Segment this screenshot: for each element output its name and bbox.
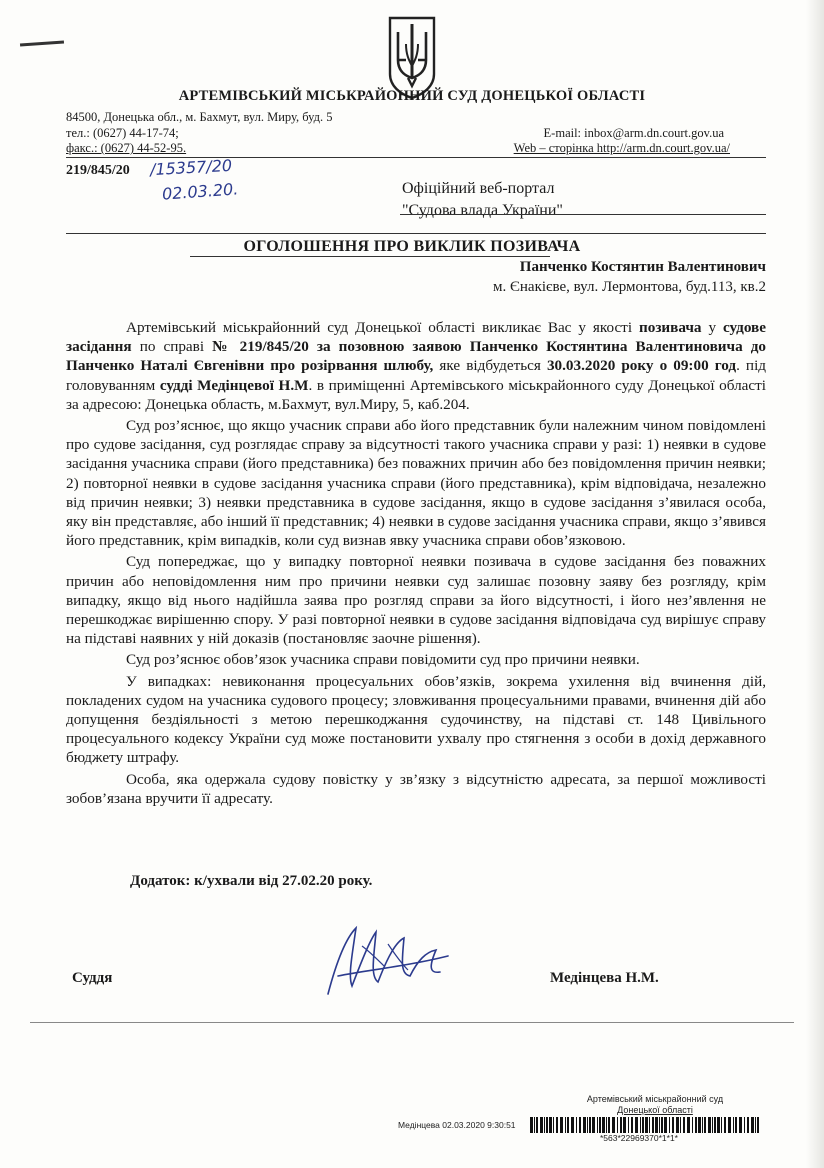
paragraph-absence-rules: Суд роз’яснює, що якщо учасник справи або його представник були належним чином повідомлені про судове засідання, суд розглядає справу за відсутності такого учасника справи у разі: 1) неявки в судове засідання учасника справи (його представника) без поважних причин або без повідомлення причин неявки; 2) повторної неявки в судове засідання учасника справи (його представника), крім відповідача, незалежно від причин неявки; 3) неявки представника в судове засідання, якщо в судове засідання з’явилася особа, яку він представляє, або інший її представник; 4) неявки в судове засідання учасника справи, якщо з’явився його представник, крім випадків, коли суд визнав явку учасника справи обов’язковою. [66,417,766,550]
barcode-bar [652,1117,654,1133]
court-stamp-text [560,1094,750,1116]
barcode-bar [534,1117,535,1133]
barcode-bar [530,1117,533,1133]
notice-body [66,318,766,810]
paragraph-delivery: Особа, яка одержала судову повістку у зв’язку з відсутністю адресата, за першої можливості зобов’язана вручити її адресату. [66,770,766,807]
judge-name: Медінцева Н.М. [550,970,659,986]
barcode-bar [680,1117,681,1133]
barcode-bar [692,1117,693,1133]
barcode-bar [576,1117,577,1133]
barcode-icon [530,1117,760,1133]
barcode-bar [606,1117,607,1133]
summons-datetime: 30.03.2020 року о 09:00 год [546,357,737,375]
barcode-bar [683,1117,685,1133]
summons-text: Артемівський міськрайонний суд Донецької області викликає Вас у якості [126,319,639,336]
barcode-bar [717,1117,720,1133]
barcode-bar [628,1117,629,1133]
barcode-bar [733,1117,734,1133]
court-fax: факс.: (0627) 44-52-95. [66,141,187,155]
document-meta: Медінцева 02.03.2020 9:30:51 [398,1120,516,1130]
barcode-number: *563*22969370*1*1* [600,1133,678,1143]
recipient-line1: Офіційний веб-портал [402,180,555,197]
barcode-bar [553,1117,554,1133]
barcode-bar [704,1117,706,1133]
court-website: Web – сторінка http://arm.dn.court.gov.ua/ [513,141,730,155]
barcode-bar [755,1117,756,1133]
barcode-bar [672,1117,674,1133]
barcode-bar [612,1117,615,1133]
barcode-bar [687,1117,690,1133]
barcode-bar [669,1117,670,1133]
barcode-bar [597,1117,598,1133]
barcode-bar [620,1117,622,1133]
barcode-bar [676,1117,679,1133]
barcode-bar [640,1117,641,1133]
barcode-bar [739,1117,742,1133]
barcode-bar [708,1117,711,1133]
summons-text: . під головуванням [66,357,767,394]
addressee-address: м. Єнакієве, вул. Лермонтова, буд.113, кв.2 [492,279,766,295]
barcode-bar [635,1117,638,1133]
barcode-bar [649,1117,650,1133]
barcode-bar [631,1117,633,1133]
barcode-bar [661,1117,663,1133]
court-name-heading: АРТЕМІВСЬКИЙ МІСЬКРАЙОННИЙ СУД ДОНЕЦЬКОЇ ОБЛАСТІ [178,88,646,104]
court-email: E-mail: inbox@arm.dn.court.gov.ua [543,126,724,140]
summons-judge: судді Медінцевої Н.М [159,376,309,394]
summons-case: № 219/845/20 за позовною заявою Панченко Костянтина Валентиновича до Панченко Наталі Євгенівни про розірвання шлюбу, [66,338,766,375]
recipient-line2: "Судова влада України" [402,202,563,219]
title-divider-top [66,233,766,234]
bottom-divider [30,1022,794,1023]
barcode-bar [728,1117,731,1133]
barcode-bar [608,1117,610,1133]
addressee-block [493,257,766,297]
barcode-bar [560,1117,563,1133]
notice-title: ОГОЛОШЕННЯ ПРО ВИКЛИК ПОЗИВАЧА [243,238,581,255]
summons-hearing: судове засідання [66,319,766,356]
paragraph-fine: У випадках: невиконання процесуальних обов’язків, зокрема ухилення від вчинення дій, покладених судом на учасника судового процесу; зловживання процесуальними правами, вчинення дій або допущення бездіяльності з метою перешкоджання судочинству, на підставі ст. 148 Цивільного процесуального кодексу України суд може постановити ухвалу про стягнення з особи в дохід державного бюджету штрафу. [66,672,766,767]
stamp-line2: Донецької області [617,1105,693,1115]
paragraph-warning: Суд попереджає, що у випадку повторної неявки позивача в судове засідання без поважних причин або неповідомлення ним про причини неявки суд залишає позовну заяву без розгляду, крім випадку, якщо від нього надійшла заява про розгляд справи за його відсутності, і його нез’явлення не перешкоджає вирішенню спору. У разі повторної неявки в судове засідання відповідача суд вирішує справу на підставі наявних у ній доказів (постановляє заочне рішення). [66,553,766,648]
barcode-bar [540,1117,543,1133]
paragraph-obligation: Суд роз’яснює обов’язок учасника справи повідомити суд про причини неявки. [126,651,640,669]
page-edge-shadow [806,0,824,1168]
barcode-bar [583,1117,586,1133]
barcode-bar [698,1117,701,1133]
barcode-bar [623,1117,626,1133]
barcode-bar [536,1117,538,1133]
barcode-bar [565,1117,566,1133]
barcode-bar [579,1117,581,1133]
barcode-bar [549,1117,552,1133]
barcode-bar [757,1117,759,1133]
court-address: 84500, Донецька обл., м. Бахмут, вул. Миру, буд. 5 [66,110,333,124]
recipient-underline [400,214,766,215]
case-number: 219/845/20 [66,163,130,178]
barcode-bar [747,1117,749,1133]
barcode-bar [587,1117,588,1133]
summons-text: по справі [131,338,213,356]
pen-mark [20,40,64,46]
barcode-bar [712,1117,713,1133]
barcode-bar [599,1117,601,1133]
barcode-bar [592,1117,595,1133]
barcode-bar [645,1117,648,1133]
barcode-bar [735,1117,737,1133]
barcode-bar [702,1117,703,1133]
barcode-bar [571,1117,574,1133]
summons-text: у [701,319,723,336]
barcode-bar [695,1117,697,1133]
barcode-bar [664,1117,667,1133]
barcode-bar [744,1117,745,1133]
recipient-block [402,178,563,222]
attachment-note: Додаток: к/ухвали від 27.02.20 року. [130,873,373,889]
handwritten-signature [318,916,458,1006]
handwritten-date: 02.03.20. [161,179,239,204]
barcode-bar [617,1117,618,1133]
barcode-bar [714,1117,716,1133]
summons-text: . в приміщенні Артемівського міськрайонного суду Донецької області за адресою: Донецька область, м.Бахмут, вул.Миру, 5, каб.204. [66,376,767,413]
paragraph-summons [66,318,766,414]
barcode-bar [589,1117,591,1133]
barcode-bar [602,1117,605,1133]
judge-label: Суддя [72,970,113,986]
barcode-bar [724,1117,726,1133]
barcode-bar [642,1117,644,1133]
barcode-bar [546,1117,548,1133]
summons-text: яке відбудеться [433,357,547,375]
barcode-bar [544,1117,545,1133]
barcode-bar [556,1117,558,1133]
barcode-bar [751,1117,754,1133]
barcode-bar [659,1117,660,1133]
handwritten-reg-number: /15357/20 [149,155,233,180]
barcode-bar [655,1117,658,1133]
summons-role: позивача [638,319,702,336]
stamp-line1: Артемівський міськрайонний суд [586,1094,724,1104]
barcode-bar [567,1117,569,1133]
court-phone: тел.: (0627) 44-17-74; [66,126,179,140]
header-divider [66,157,766,158]
barcode-bar [721,1117,722,1133]
addressee-name: Панченко Костянтин Валентинович [519,259,766,275]
